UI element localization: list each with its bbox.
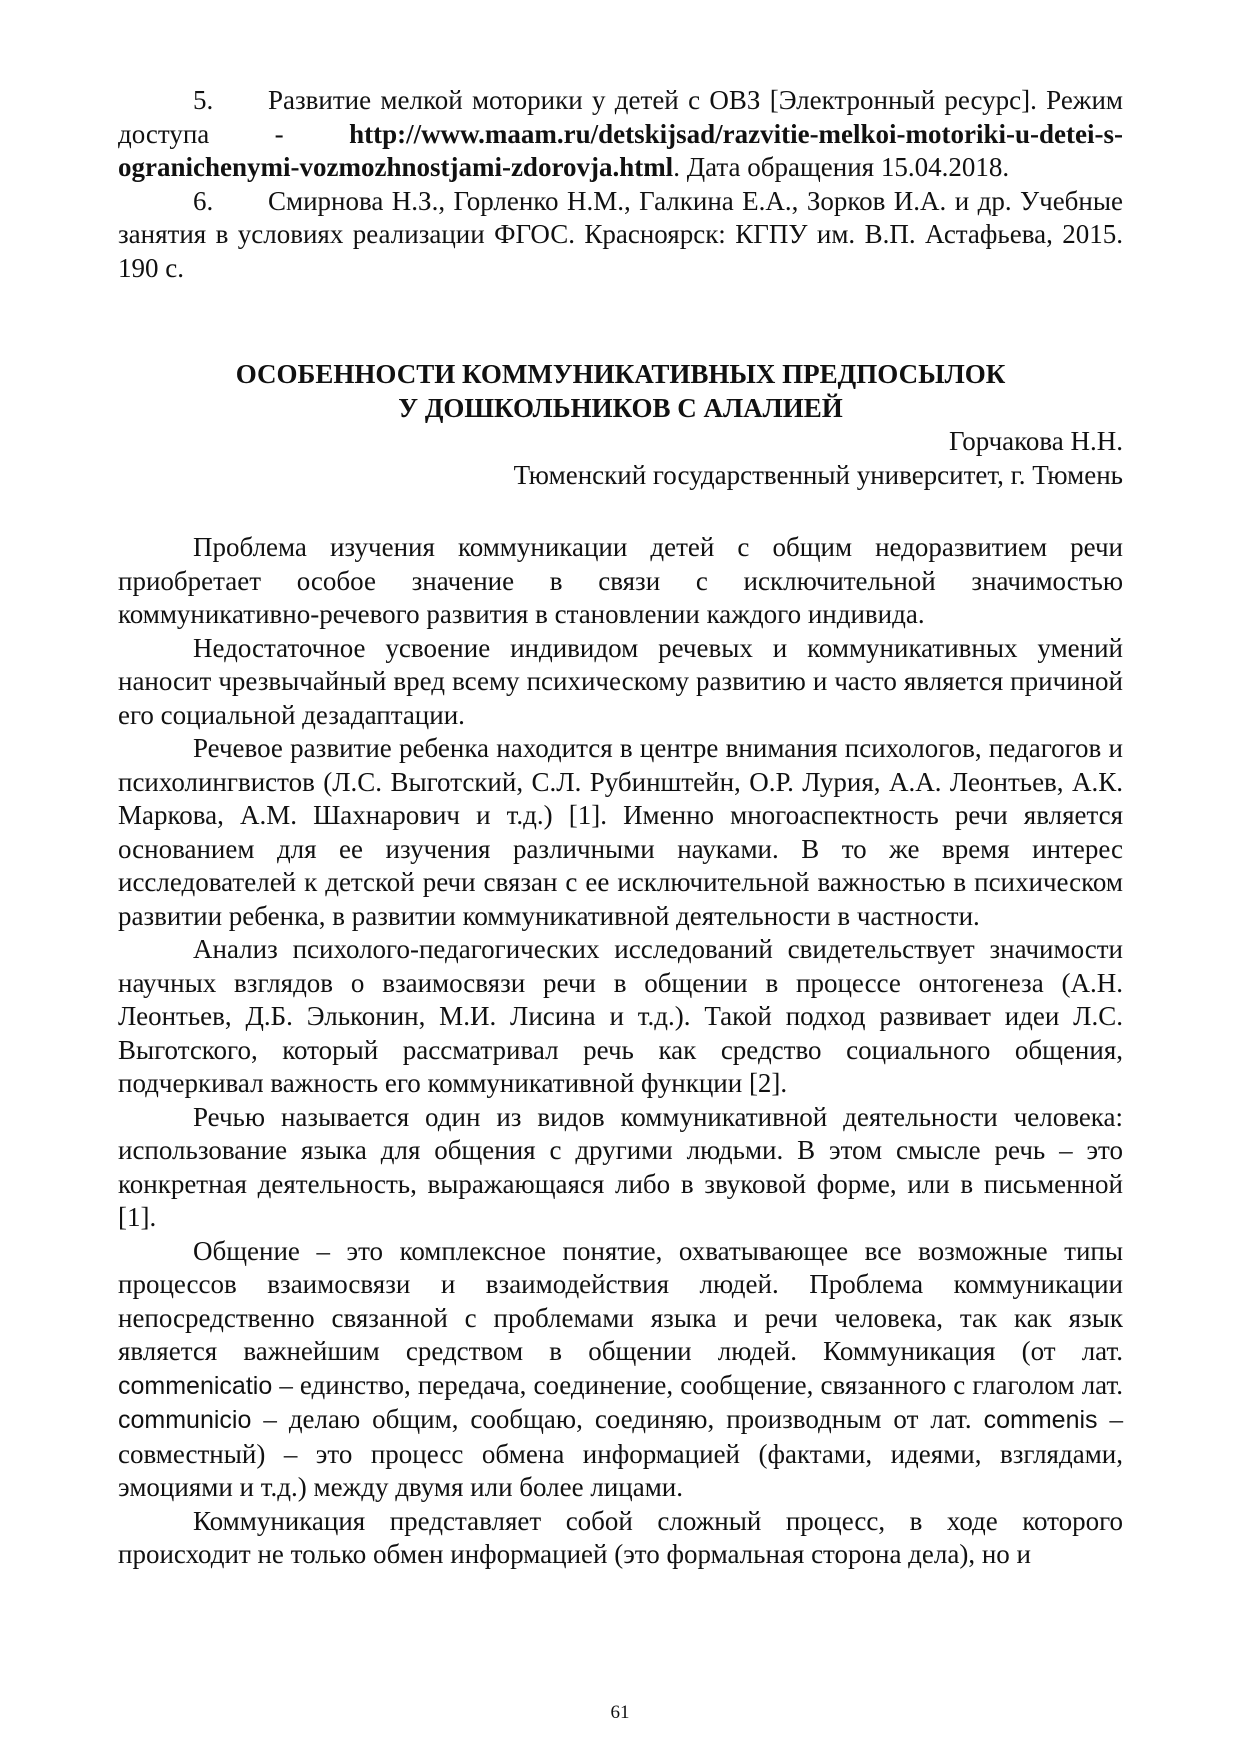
reference-number: 5. — [193, 85, 214, 115]
article-title-line-1: ОСОБЕННОСТИ КОММУНИКАТИВНЫХ ПРЕДПОСЫЛОК — [235, 359, 1006, 389]
paragraph-7: Коммуникация представляет собой сложный процесс, в ходе которого происходит не только обмен информацией (это формальная сторона дела), но и — [118, 1505, 1123, 1569]
reference-url-link[interactable]: http://www.maam.ru/detskijsad/razvitie-melkoi-motoriki-u-detei-s-ogranichenymi-vozmozhnostjami-zdorovja.html — [118, 118, 1123, 182]
paragraph-6-text-1: Общение – это комплексное понятие, охватывающее все возможные типы процессов взаимосвязи и взаимодействия людей. Проблема коммуникации непосредственно связанной с проблемами языка и речи человека, так как язык является важнейшим средством в общении людей. Коммуникация (от лат. — [118, 1235, 1123, 1366]
article-author: Горчакова Н.Н. — [949, 426, 1123, 456]
reference-item-5 — [118, 84, 1123, 185]
latin-term-1: commenicatio — [118, 1371, 273, 1400]
reference-text-end: . Дата обращения 15.04.2018. — [673, 152, 1010, 182]
paragraph-6-text-3: – делаю общим, сообщаю, соединяю, производным от лат. — [251, 1404, 984, 1434]
reference-text: Смирнова Н.З., Горленко Н.М., Галкина Е.А., Зорков И.А. и др. Учебные занятия в условиях реализации ФГОС. Красноярск: КГПУ им. В.П. Астафьева, 2015. 190 с. — [118, 185, 1123, 283]
paragraph-1: Проблема изучения коммуникации детей с общим недоразвитием речи приобретает особое значение в связи с исключительной значимостью коммуникативно-речевого развития в становлении каждого индивида. — [118, 532, 1123, 629]
document-page — [118, 84, 1123, 1572]
latin-term-2: communicio — [118, 1406, 252, 1434]
paragraph-3: Речевое развитие ребенка находится в центре внимания психологов, педагогов и психолингвистов (Л.С. Выготский, С.Л. Рубинштейн, О.Р. Лурия, А.А. Леонтьев, А.К. Маркова, А.М. Шахнарович и т.д.) [1]. Именно многоаспектность речи является основанием для ее изучения различными науками. В то же время интерес исследователей к детской речи связан с ее исключительной важностью в психическом развитии ребенка, в развитии коммуникативной деятельности в частности. — [118, 733, 1123, 931]
paragraph-4: Анализ психолого-педагогических исследований свидетельствует значимости научных взглядов о взаимосвязи речи в общении в процессе онтогенеза (А.Н. Леонтьев, Д.Б. Эльконин, М.И. Лисина и т.д.). Такой подход развивает идеи Л.С. Выготского, который рассматривал речь как средство социального общения, подчеркивал важность его коммуникативной функции [2]. — [118, 934, 1123, 1098]
paragraph-6-text-4: – совместный) – это процесс обмена информацией (фактами, идеями, взглядами, эмоциями и т.д.) между двумя или более лицами. — [118, 1404, 1124, 1502]
paragraph-6-text-2: – единство, передача, соединение, сообщение, связанного с глаголом лат. — [272, 1369, 1123, 1400]
reference-text: Развитие мелкой моторики у детей с ОВЗ [Электронный ресурс]. Режим доступа - — [118, 85, 1123, 149]
article-affiliation: Тюменский государственный университет, г. Тюмень — [513, 459, 1123, 490]
article-body — [118, 531, 1123, 1572]
page-number: 61 — [610, 1702, 630, 1723]
reference-number: 6. — [193, 185, 214, 216]
reference-item-6 — [118, 185, 1123, 286]
reference-list — [118, 84, 1123, 285]
article-title-line-2: У ДОШКОЛЬНИКОВ С АЛАЛИЕЙ — [398, 393, 843, 423]
paragraph-5: Речью называется один из видов коммуникативной деятельности человека: использование языка для общения с другими людьми. В этом смысле речь – это конкретная деятельность, выражающаяся либо в звуковой форме, или в письменной [1]. — [118, 1101, 1123, 1232]
article-title — [118, 357, 1123, 425]
paragraph-6 — [118, 1235, 1123, 1505]
paragraph-2: Недостаточное усвоение индивидом речевых и коммуникативных умений наносит чрезвычайный вред всему психическому развитию и часто является причиной его социальной дезадаптации. — [118, 632, 1123, 730]
latin-term-3: commenis — [983, 1406, 1098, 1434]
